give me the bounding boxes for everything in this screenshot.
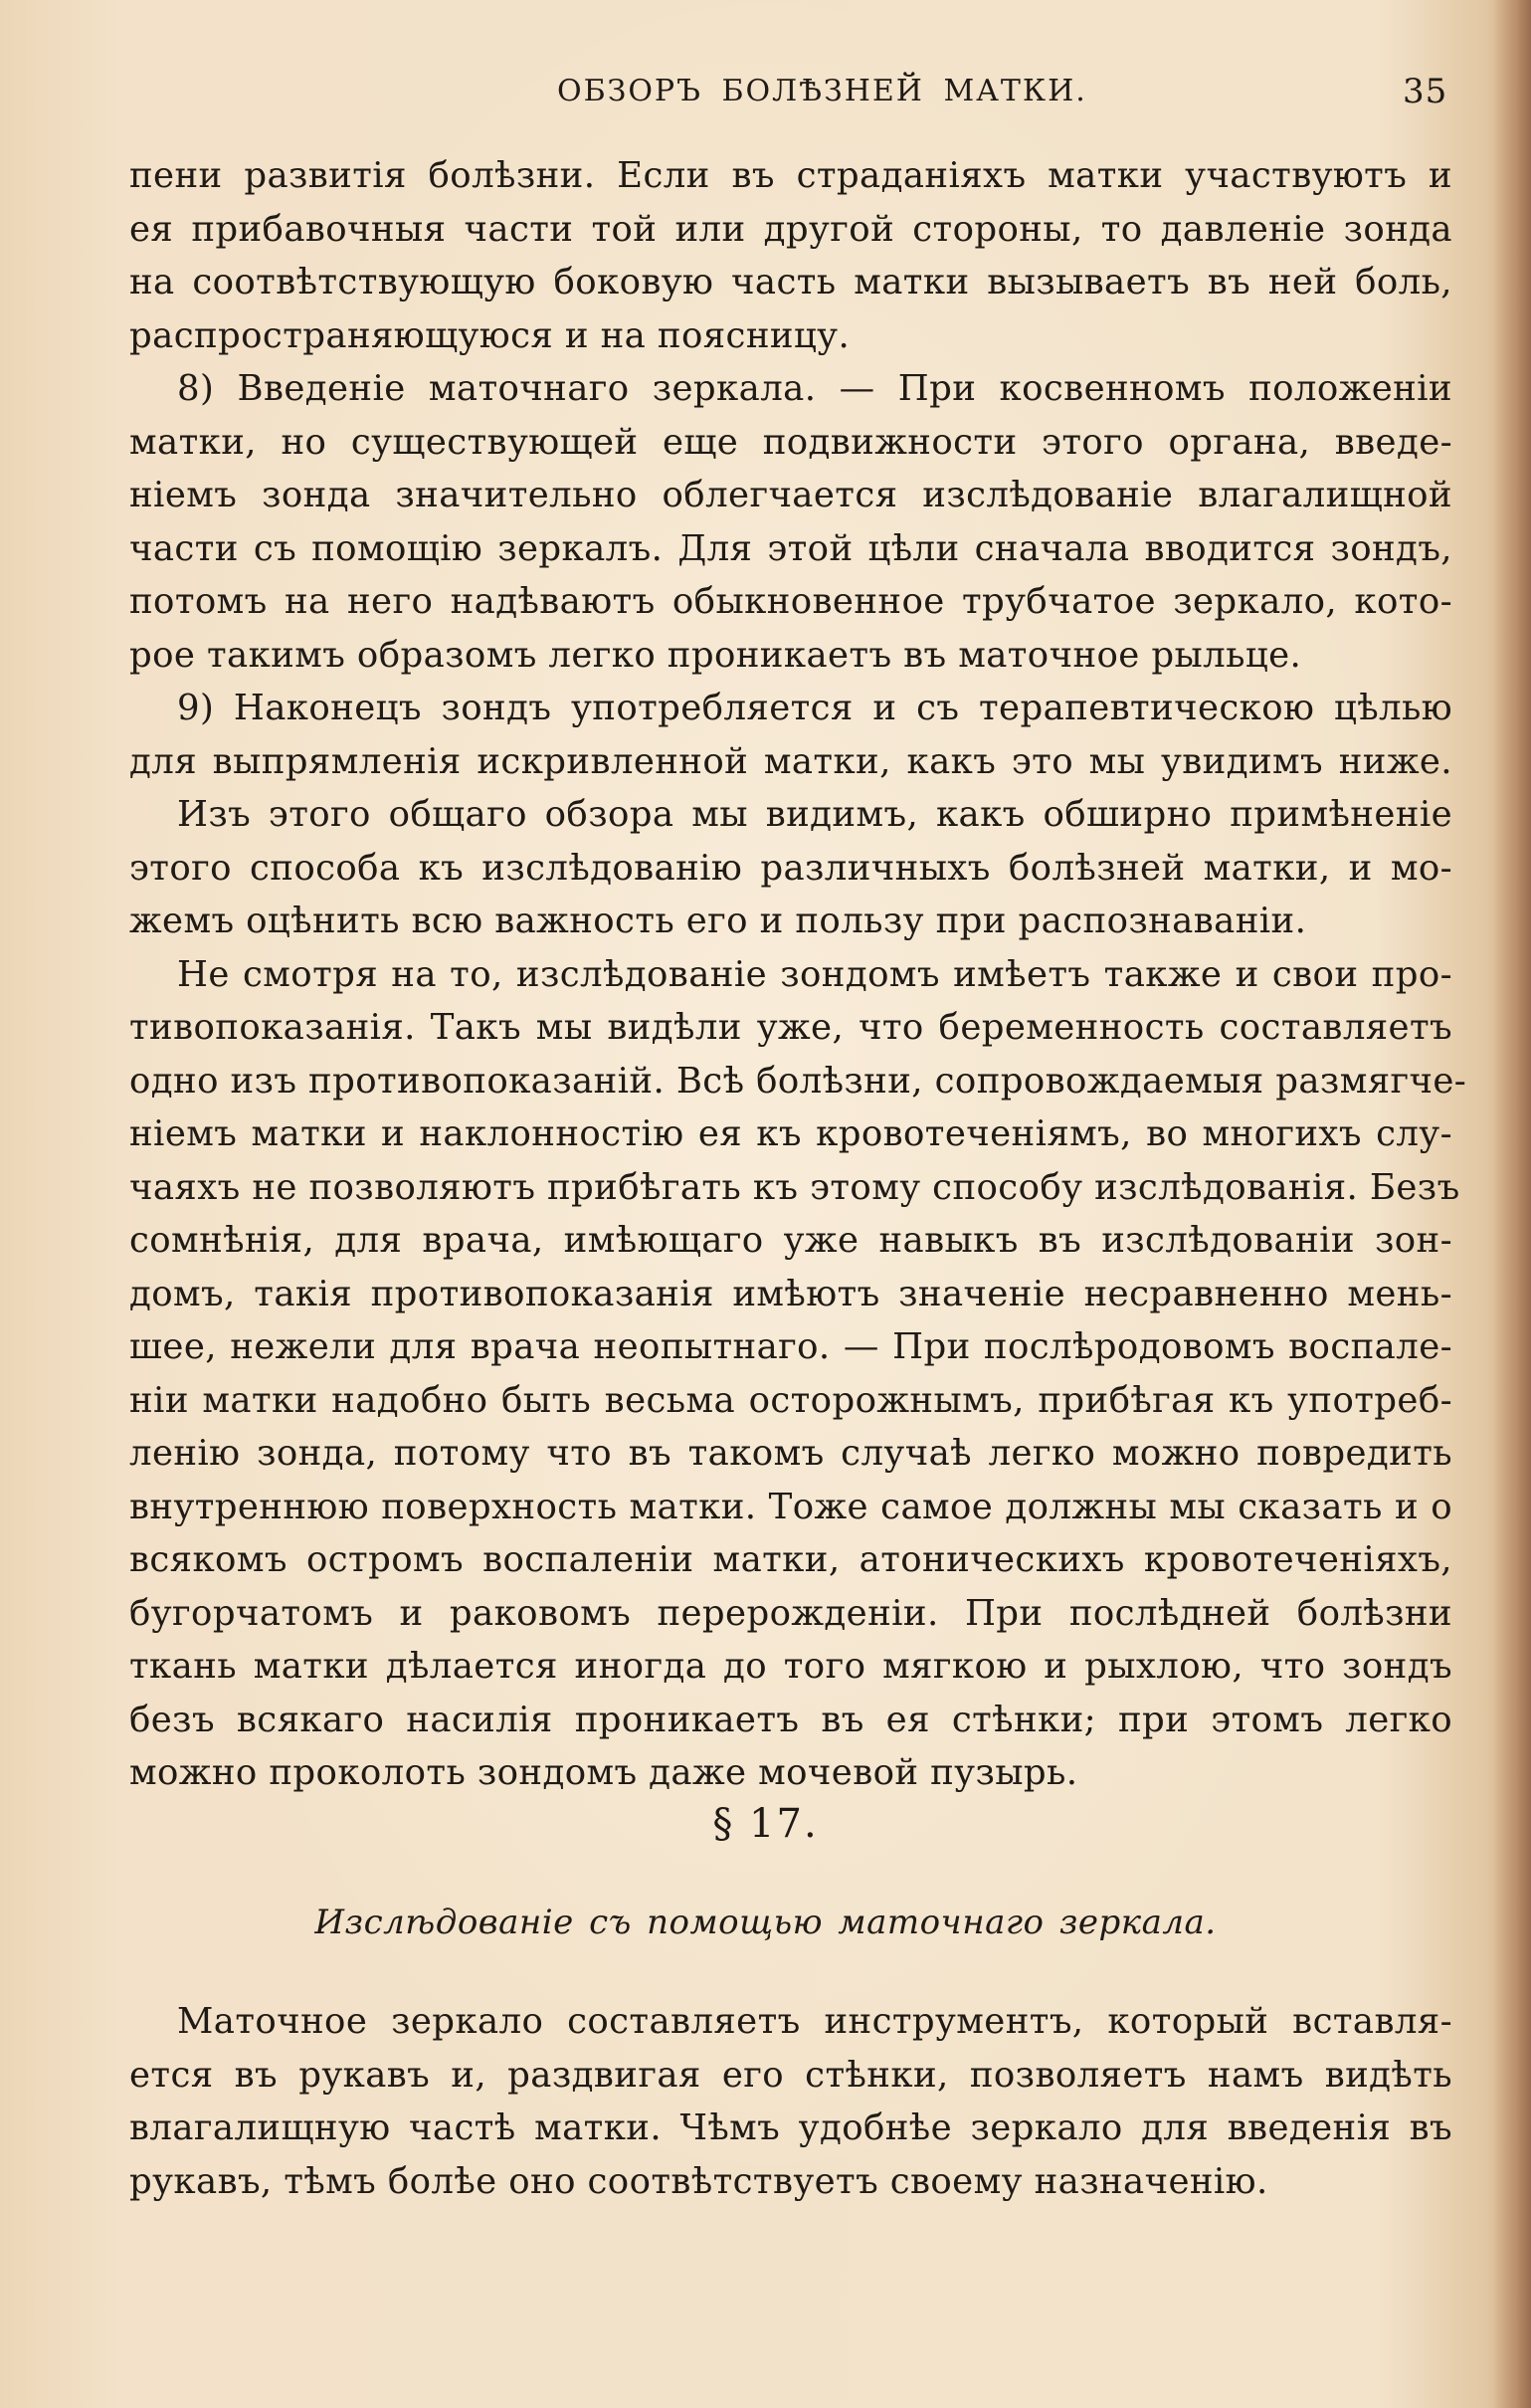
text-line: тивопоказанія. Такъ мы видѣли уже, что беременность составляетъ: [129, 1007, 1452, 1048]
page-edge-shadow: [1493, 0, 1531, 2408]
text-line: ніемъ зонда значительно облегчается изслѣдованіе влагалищной: [129, 475, 1452, 515]
text-line: безъ всякаго насилія проникаетъ въ ея стѣнки; при этомъ легко: [129, 1699, 1452, 1740]
text-line: внутреннюю поверхность матки. Тоже самое должны мы сказать и о: [129, 1486, 1452, 1527]
page-number: 35: [1403, 72, 1448, 111]
running-title: ОБЗОРЪ БОЛѢЗНЕЙ МАТКИ.: [557, 74, 1087, 108]
text-line: влагалищную частѣ матки. Чѣмъ удобнѣе зеркало для введенія въ: [129, 2107, 1452, 2148]
text-line: ется въ рукавъ и, раздвигая его стѣнки, позволяетъ намъ видѣть: [129, 2054, 1452, 2096]
text-line: можно проколоть зондомъ даже мочевой пузырь.: [129, 1752, 1078, 1793]
text-line: 9) Наконецъ зондъ употребляется и съ терапевтическою цѣлью: [177, 688, 1452, 728]
text-line: Маточное зеркало составляетъ инструментъ, который вставля-: [177, 2001, 1452, 2042]
text-line: сомнѣнія, для врача, имѣющаго уже навыкъ въ изслѣдованіи зон-: [129, 1220, 1452, 1261]
text-line: Изъ этого общаго обзора мы видимъ, какъ обширно примѣненіе: [177, 794, 1452, 835]
text-line: для выпрямленія искривленной матки, какъ это мы увидимъ ниже.: [129, 740, 1452, 782]
text-line: распространяющуюся и на поясницу.: [129, 314, 851, 356]
text-line: ткань матки дѣлается иногда до того мягкою и рыхлою, что зондъ: [129, 1646, 1452, 1687]
text-line: бугорчатомъ и раковомъ перерожденіи. При послѣдней болѣзни: [129, 1592, 1452, 1634]
text-line: шее, нежели для врача неопытнаго. — При послѣродовомъ воспале-: [129, 1326, 1452, 1367]
text-line: ленію зонда, потому что въ такомъ случаѣ легко можно повредить: [129, 1433, 1452, 1474]
text-line: ея прибавочныя части той или другой стороны, то давленіе зонда: [129, 208, 1452, 250]
text-line: рое такимъ образомъ легко проникаетъ въ маточное рыльце.: [129, 634, 1302, 676]
page-header: [0, 62, 1531, 121]
section-number: § 17.: [712, 1801, 819, 1847]
text-line: на соотвѣтствующую боковую часть матки вызываетъ въ ней боль,: [129, 262, 1452, 302]
section-title: Изслѣдованіе съ помощью маточнаго зеркала.: [314, 1903, 1217, 1942]
text-line: чаяхъ не позволяютъ прибѣгать къ этому способу изслѣдованія. Безъ: [129, 1166, 1460, 1208]
text-line: одно изъ противопоказаній. Всѣ болѣзни, сопровождаемыя размягче-: [129, 1060, 1467, 1102]
text-line: Не смотря на то, изслѣдованіе зондомъ имѣетъ также и свои про-: [177, 953, 1452, 995]
text-line: потомъ на него надѣваютъ обыкновенное трубчатое зеркало, кото-: [129, 581, 1452, 622]
text-line: этого способа къ изслѣдованію различныхъ болѣзней матки, и мо-: [129, 847, 1452, 889]
body-text: [129, 149, 1467, 1800]
text-line: ніемъ матки и наклонностію ея къ кровотеченіямъ, во многихъ слу-: [129, 1113, 1452, 1154]
text-line: жемъ оцѣнить всю важность его и пользу при распознаваніи.: [129, 901, 1307, 941]
text-line: матки, но существующей еще подвижности этого органа, введе-: [129, 421, 1452, 463]
text-line: домъ, такія противопоказанія имѣютъ значеніе несравненно мень-: [129, 1273, 1452, 1314]
text-line: части съ помощію зеркалъ. Для этой цѣли сначала вводится зондъ,: [129, 527, 1452, 569]
text-line: ніи матки надобно быть весьма осторожнымъ, прибѣгая къ употреб-: [129, 1379, 1452, 1421]
text-line: рукавъ, тѣмъ болѣе оно соотвѣтствуетъ своему назначенію.: [129, 2160, 1268, 2202]
text-line: пени развитія болѣзни. Если въ страданіяхъ матки участвуютъ и: [129, 155, 1452, 196]
text-line: всякомъ остромъ воспаленіи матки, атоническихъ кровотеченіяхъ,: [129, 1539, 1452, 1580]
text-line: 8) Введеніе маточнаго зеркала. — При косвенномъ положеніи: [177, 368, 1452, 409]
section-body-text: [129, 1995, 1452, 2208]
